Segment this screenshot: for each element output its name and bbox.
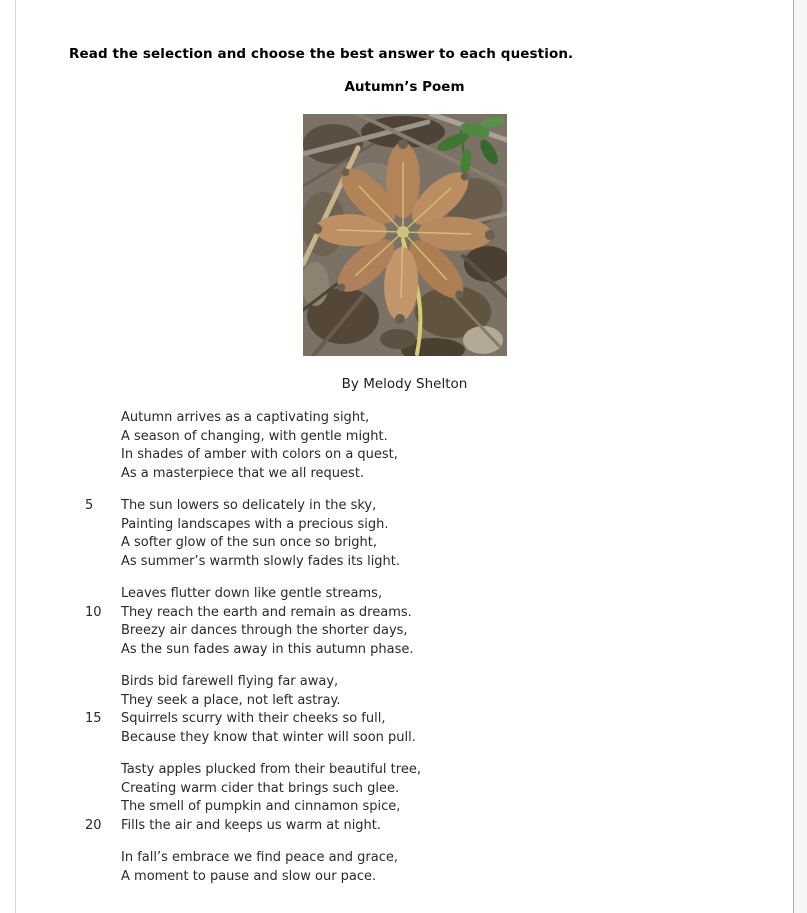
line-text: A softer glow of the sun once so bright, — [121, 535, 378, 550]
instruction-text: Read the selection and choose the best answer to each question. — [69, 46, 574, 62]
poem-line — [85, 428, 793, 447]
poem-line — [85, 761, 793, 780]
poem-stanza — [85, 761, 793, 835]
line-number — [85, 534, 121, 553]
line-text: A moment to pause and slow our pace. — [121, 868, 377, 884]
line-number — [85, 428, 121, 447]
line-text: In shades of amber with colors on a quest, — [121, 447, 398, 462]
line-number — [85, 409, 121, 428]
poem-line — [85, 585, 793, 604]
poem-line — [85, 516, 793, 535]
dried-leaf-image — [303, 114, 507, 356]
poem-line — [85, 553, 793, 572]
line-number — [85, 553, 121, 572]
line-text: In fall’s embrace we find peace and grace, — [121, 850, 399, 865]
poem-line — [85, 446, 793, 465]
poem-byline: By Melody Shelton — [341, 376, 468, 392]
line-text: Creating warm cider that brings such glee. — [121, 780, 400, 796]
poem-line — [85, 641, 793, 660]
line-text: They seek a place, not left astray. — [121, 692, 341, 708]
poem-line — [85, 534, 793, 553]
poem-stanza — [85, 585, 793, 659]
poem-stanza — [85, 673, 793, 747]
line-text: As the sun fades away in this autumn phase. — [121, 641, 414, 657]
poem-line — [85, 692, 793, 711]
line-text: They reach the earth and remain as dreams. — [121, 604, 412, 620]
poem-line — [85, 868, 793, 887]
line-text: The sun lowers so delicately in the sky, — [121, 498, 377, 513]
left-margin — [0, 0, 15, 913]
line-number — [85, 516, 121, 535]
poem-line — [85, 849, 793, 868]
line-number — [85, 641, 121, 660]
poem-line — [85, 497, 793, 516]
poem-stanza — [85, 849, 793, 886]
line-number — [85, 673, 121, 692]
poem-line — [85, 817, 793, 836]
line-text: A season of changing, with gentle might. — [121, 428, 388, 444]
line-text: Tasty apples plucked from their beautiful tree, — [121, 762, 421, 777]
poem-photo — [303, 114, 507, 356]
line-text: Squirrels scurry with their cheeks so full, — [121, 711, 386, 726]
line-text: Painting landscapes with a precious sigh. — [121, 516, 389, 532]
poem-body — [85, 409, 793, 886]
line-number — [85, 761, 121, 780]
line-text: Leaves flutter down like gentle streams, — [121, 586, 383, 601]
line-number — [85, 622, 121, 641]
line-text: Breezy air dances through the shorter days, — [121, 623, 408, 638]
line-number: 5 — [85, 498, 94, 513]
line-text: Autumn arrives as a captivating sight, — [121, 410, 370, 425]
line-number — [85, 585, 121, 604]
line-number: 15 — [85, 711, 102, 726]
line-number: 20 — [85, 817, 102, 833]
line-number: 10 — [85, 604, 102, 620]
line-text: As a masterpiece that we all request. — [121, 465, 365, 481]
line-text: Birds bid farewell flying far away, — [121, 674, 339, 689]
poem-line — [85, 729, 793, 748]
line-number — [85, 446, 121, 465]
poem-line — [85, 622, 793, 641]
passage-panel — [15, 0, 794, 913]
poem-line — [85, 604, 793, 623]
line-number — [85, 849, 121, 868]
poem-line — [85, 710, 793, 729]
poem-stanza — [85, 409, 793, 483]
line-number — [85, 729, 121, 748]
line-number — [85, 780, 121, 799]
poem-line — [85, 780, 793, 799]
line-number — [85, 868, 121, 887]
line-text: Fills the air and keeps us warm at night. — [121, 817, 382, 833]
poem-line — [85, 465, 793, 484]
poem-stanza — [85, 497, 793, 571]
line-text: Because they know that winter will soon pull. — [121, 729, 416, 745]
poem-line — [85, 673, 793, 692]
line-number — [85, 692, 121, 711]
line-number — [85, 798, 121, 817]
line-number — [85, 465, 121, 484]
line-text: The smell of pumpkin and cinnamon spice, — [121, 799, 401, 814]
poem-line — [85, 798, 793, 817]
line-text: As summer’s warmth slowly fades its light. — [121, 553, 401, 569]
poem-title: Autumn’s Poem — [344, 79, 465, 95]
right-gutter — [794, 0, 807, 913]
poem-line — [85, 409, 793, 428]
